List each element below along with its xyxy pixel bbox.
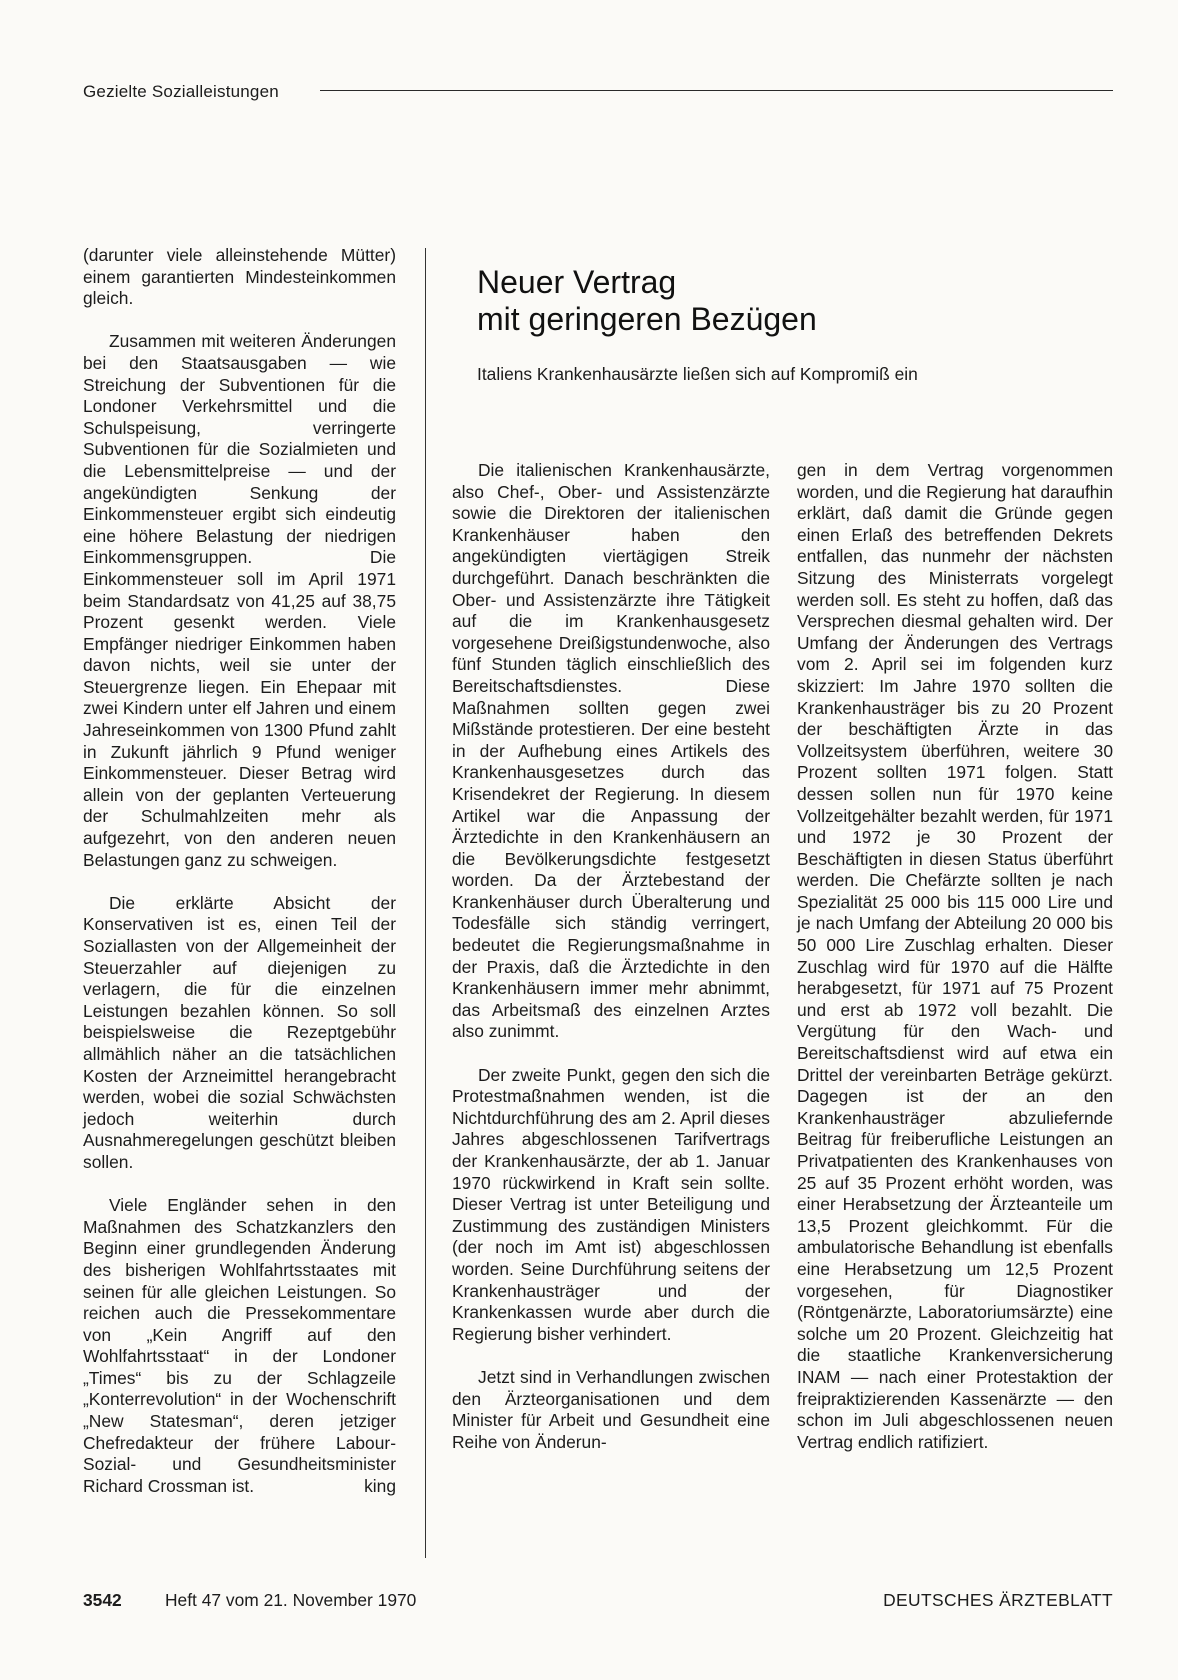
article-title-line-1: Neuer Vertrag bbox=[477, 264, 677, 301]
left-paragraph-1: (darunter viele alleinstehende Mütter) einem garantierten Mindesteinkommen gleich. bbox=[83, 245, 396, 309]
column-divider bbox=[425, 248, 426, 1558]
middle-paragraph-1: Die italienischen Krankenhausärzte, also Chef-, Ober- und Assistenzärzte sowie die Direktoren der italienischen Krankenhäuser haben den angekündigten viertägigen Streik durchgeführt. Danach beschränkten die Ober- und Assistenzärzte ihre Tätigkeit auf die im Krankenhausgesetz vorgesehene Dreißigstundenwoche, also fünf Stunden täglich einschließlich des Bereitschaftsdienstes. Diese Maßnahmen sollten gegen zwei Mißstände protestieren. Der eine besteht in der Aufhebung eines Artikels des Krankenhausgesetzes durch das Krisendekret der Regierung. In diesem Artikel war die Anpassung der Ärztedichte in den Krankenhäusern an die Bevölkerungsdichte festgesetzt worden. Da der Ärztebestand der Krankenhäuser durch Überalterung und Todesfälle sich ständig verringert, bedeutet die Regierungsmaßnahme in der Praxis, daß die Ärztedichte in den Krankenhäusern immer mehr abnimmt, das Arbeitsmaß des einzelnen Arztes also zunimmt. bbox=[452, 460, 770, 1042]
left-paragraph-4: Viele Engländer sehen in den Maßnahmen des Schatzkanzlers den Beginn einer grundlegenden Änderung des bisherigen Wohlfahrtsstaates mit seinen für alle gleichen Leistungen. So reichen auch die Pressekommentare von „Kein Angriff auf den Wohlfahrtsstaat“ in der Londoner „Times“ bis zu der Schlagzeile „Konterrevolution“ in der Wochenschrift „New Statesman“, deren jetziger Chefredakteur der frühere Labour-Sozial- und Gesundheitsminister Richard Crossman ist. bbox=[83, 1195, 396, 1496]
running-header bbox=[83, 82, 1113, 106]
left-column bbox=[83, 245, 396, 1497]
article-subtitle: Italiens Krankenhausärzte ließen sich auf Kompromiß ein bbox=[477, 364, 918, 384]
article-title-line-2: mit geringeren Bezügen bbox=[477, 301, 817, 338]
left-paragraph-2: Zusammen mit weiteren Änderungen bei den Staatsausgaben — wie Streichung der Subventionen für die Londoner Verkehrsmittel und die Schulspeisung, verringerte Subventionen für die Sozialmieten und die Lebensmittelpreise — und der angekündigten Senkung der Einkommensteuer ergibt sich eindeutig eine höhere Belastung der niedrigen Einkommensgruppen. Die Einkommensteuer soll im April 1971 beim Standardsatz von 41,25 auf 38,75 Prozent gesenkt werden. Viele Empfänger niedriger Einkommen haben davon nichts, weil sie unter der Steuergrenze liegen. Ein Ehepaar mit zwei Kindern unter elf Jahren und einem Jahreseinkommen von 1300 Pfund zahlt in Zukunft jährlich 9 Pfund weniger Einkommensteuer. Dieser Betrag wird allein von der geplanten Verteuerung der Schulmahlzeiten mehr als aufgezehrt, von den anderen neuen Belastungen ganz zu schweigen. bbox=[83, 331, 396, 870]
left-paragraph-3: Die erklärte Absicht der Konservativen ist es, einen Teil der Soziallasten von der Allgemeinheit der Steuerzahler auf diejenigen zu verlagern, die für die einzelnen Leistungen bezahlen können. So soll beispielsweise die Rezeptgebühr allmählich näher an die tatsächlichen Kosten der Arzneimittel herangebracht werden, wobei die sozial Schwächsten jedoch weiterhin durch Ausnahmeregelungen geschützt bleiben sollen. bbox=[83, 892, 396, 1172]
right-paragraph-1: gen in dem Vertrag vorgenommen worden, und die Regierung hat daraufhin erklärt, daß damit die Gründe gegen einen Erlaß des betreffenden Dekrets entfallen, das nunmehr der nächsten Sitzung des Ministerrats vorgelegt werden soll. Es steht zu hoffen, daß das Versprechen diesmal gehalten wird. Der Umfang der Änderungen des Vertrags vom 2. April sei im folgenden kurz skizziert: Im Jahre 1970 sollten die Krankenhausträger bis zu 20 Prozent der beschäftigten Ärzte in das Vollzeitsystem überführen, weitere 30 Prozent sollten 1971 folgen. Statt dessen sollen nun für 1970 keine Vollzeitgehälter bezahlt werden, für 1971 und 1972 je 30 Prozent der Beschäftigten in diesen Status überführt werden. Die Chefärzte sollten je nach Spezialität 25 000 bis 115 000 Lire und je nach Umfang der Abteilung 20 000 bis 50 000 Lire Zuschlag erhalten. Dieser Zuschlag wird für 1970 auf die Hälfte herabgesetzt, für 1971 auf 75 Prozent und erst ab 1972 voll bezahlt. Die Vergütung für den Wach- und Bereitschaftsdienst wird auf etwa ein Drittel der vereinbarten Beträge gekürzt. Dagegen ist der an den Krankenhausträger abzuliefernde Beitrag für freiberufliche Leistungen an Privatpatienten des Krankenhauses von 25 auf 35 Prozent erhöht worden, was einer Herabsetzung der Ärzteanteile um 13,5 Prozent gleichkommt. Für die ambulatorische Behandlung ist ebenfalls eine Herabsetzung um 12,5 Prozent vorgesehen, für Diagnostiker (Röntgenärzte, Laboratoriumsärzte) eine solche um 20 Prozent. Gleichzeitig hat die staatliche Krankenversicherung INAM — nach einer Protestaktion der freipraktizierenden Kassenärzte — den schon im Juli abgeschlossenen neuen Vertrag endlich ratifiziert. bbox=[797, 460, 1113, 1452]
page-footer bbox=[83, 1590, 1113, 1618]
issue-info: Heft 47 vom 21. November 1970 bbox=[165, 1590, 417, 1610]
article-title bbox=[477, 264, 1097, 338]
middle-column bbox=[452, 460, 770, 1453]
journal-name: DEUTSCHES ÄRZTEBLATT bbox=[883, 1590, 1113, 1610]
page-number: 3542 bbox=[83, 1590, 122, 1610]
section-label: Gezielte Sozialleistungen bbox=[83, 82, 279, 101]
middle-paragraph-3: Jetzt sind in Verhandlungen zwischen den Ärzteorganisationen und dem Minister für Arbeit und Gesundheit eine Reihe von Änderun- bbox=[452, 1366, 770, 1452]
author-signature: king bbox=[364, 1475, 396, 1496]
header-rule bbox=[320, 90, 1113, 91]
middle-paragraph-2: Der zweite Punkt, gegen den sich die Protestmaßnahmen wenden, ist die Nichtdurchführung des am 2. April dieses Jahres abgeschlossenen Tarifvertrags der Krankenhausärzte, der ab 1. Januar 1970 rückwirkend in Kraft sein sollte. Dieser Vertrag ist unter Beteiligung und Zustimmung des zuständigen Ministers (der noch im Amt ist) abgeschlossen worden. Seine Durchführung seitens der Krankenhausträger und der Krankenkassen wurde aber durch die Regierung bisher verhindert. bbox=[452, 1064, 770, 1344]
right-column bbox=[797, 460, 1113, 1453]
